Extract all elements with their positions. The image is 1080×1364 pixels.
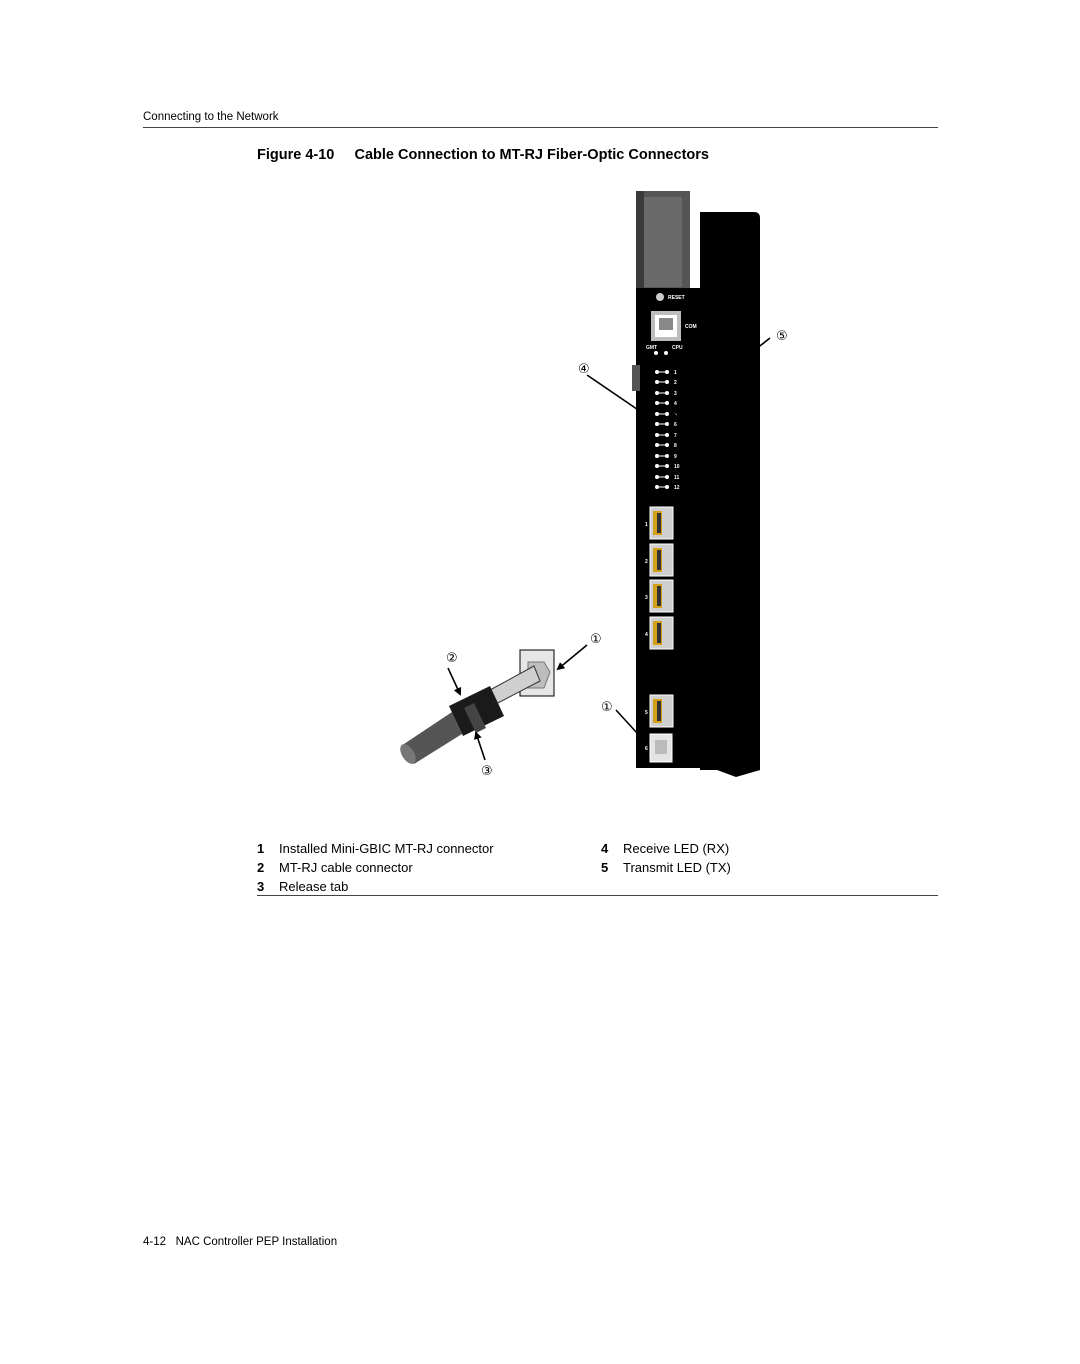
port-label: 3 — [645, 595, 648, 601]
led-label: 8 — [674, 443, 677, 449]
legend-item — [601, 839, 731, 858]
reset-label: RESET — [668, 295, 685, 301]
figure-title: Figure 4-10 Cable Connection to MT-RJ Fiber-Optic Connectors — [257, 147, 709, 163]
legend-text: Receive LED (RX) — [623, 841, 730, 856]
com-label: COM — [685, 324, 697, 330]
legend-number: 3 — [257, 879, 265, 894]
legend-rule — [257, 895, 938, 896]
cpu-label: CPU — [672, 345, 683, 351]
legend-text: MT-RJ cable connector — [279, 860, 413, 875]
legend-text: Release tab — [279, 879, 349, 894]
led-label: 3 — [674, 391, 677, 397]
callout-3-arrow — [476, 733, 485, 760]
led-label: 12 — [674, 485, 680, 491]
led-label: 2 — [674, 380, 677, 386]
legend-number: 5 — [601, 860, 609, 875]
legend-left-column — [257, 839, 494, 896]
mtrj-cable-assembly — [397, 650, 554, 767]
com-port — [651, 311, 681, 341]
led-label: 6 — [674, 422, 677, 428]
callout-3: ③ — [481, 764, 493, 779]
port-label: 2 — [645, 559, 648, 565]
legend-item — [257, 858, 494, 877]
legend-number: 2 — [257, 860, 265, 875]
module-latch — [632, 365, 640, 391]
legend-text: Transmit LED (TX) — [623, 860, 731, 875]
page-footer: 4-12 NAC Controller PEP Installation — [143, 1236, 338, 1248]
port-label: 4 — [645, 632, 648, 638]
legend-text: Installed Mini-GBIC MT-RJ connector — [279, 841, 494, 856]
port-label: 1 — [645, 522, 648, 528]
gmt-label: GMT — [646, 345, 658, 351]
led-label: 7 — [674, 433, 677, 439]
led-label: 1 — [674, 370, 677, 376]
port-label: 6 — [645, 746, 648, 752]
reset-button — [656, 293, 664, 301]
callout-1b: ① — [601, 700, 613, 715]
callout-2-arrow — [448, 668, 460, 694]
legend-number: 4 — [601, 841, 609, 856]
cpu-led — [664, 351, 668, 355]
led-label: 10 — [674, 464, 680, 470]
gmt-led — [654, 351, 658, 355]
led-label: 4 — [674, 401, 677, 407]
legend-item — [257, 839, 494, 858]
legend-item — [601, 858, 731, 877]
module-back-panel — [700, 212, 760, 770]
port-label: 5 — [645, 710, 648, 716]
legend-number: 1 — [257, 841, 265, 856]
led-label: 5 — [674, 412, 677, 418]
led-label: 11 — [674, 475, 680, 481]
module-handle — [636, 191, 690, 290]
callout-4: ④ — [578, 362, 590, 377]
callout-1-arrow — [558, 645, 587, 669]
legend-right-column — [601, 839, 731, 877]
callout-2: ② — [446, 651, 458, 666]
callout-1: ① — [590, 632, 602, 647]
callout-5: ⑤ — [776, 329, 788, 344]
led-label: 9 — [674, 454, 677, 460]
legend-item — [257, 877, 494, 896]
running-header: Connecting to the Network — [143, 111, 279, 123]
